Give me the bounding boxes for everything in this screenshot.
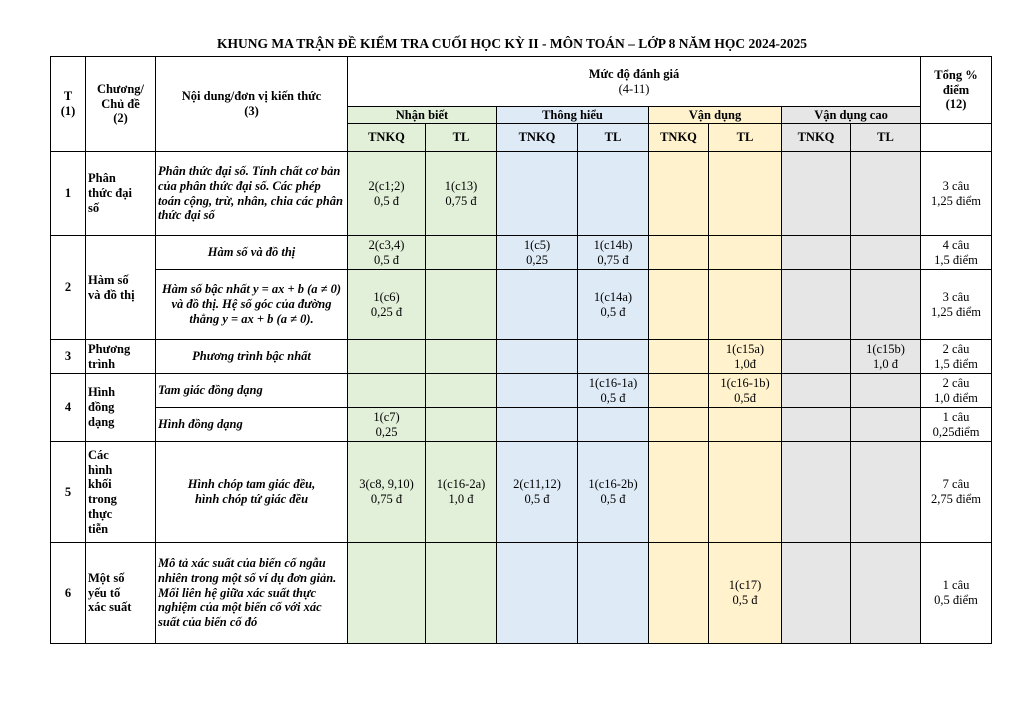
row-chuong: Một số yếu tố xác suất bbox=[86, 543, 156, 644]
cell-tong: 3 câu 1,25 điểm bbox=[921, 152, 992, 236]
cell-vdc-tnkq bbox=[782, 236, 851, 270]
cell-vdc-tl bbox=[851, 442, 921, 543]
cell-vd-tl bbox=[709, 152, 782, 236]
cell-vd-tnkq bbox=[649, 543, 709, 644]
cell-nb-tnkq: 2(c1;2) 0,5 đ bbox=[348, 152, 426, 236]
cell-th-tl bbox=[578, 543, 649, 644]
cell-tong: 3 câu 1,25 điểm bbox=[921, 270, 992, 340]
header-tong: Tổng % điểm (12) bbox=[921, 57, 992, 124]
row-chuong: Hình đồng dạng bbox=[86, 374, 156, 442]
cell-vdc-tnkq bbox=[782, 543, 851, 644]
cell-nb-tnkq: 1(c6) 0,25 đ bbox=[348, 270, 426, 340]
header-sub: TNKQ bbox=[348, 124, 426, 152]
cell-vd-tl: 1(c15a) 1,0đ bbox=[709, 340, 782, 374]
row-stt: 1 bbox=[51, 152, 86, 236]
row-noidung: Phương trình bậc nhất bbox=[156, 340, 348, 374]
header-chuong: Chương/ Chủ đề (2) bbox=[86, 57, 156, 152]
cell-th-tnkq bbox=[497, 374, 578, 408]
cell-vd-tnkq bbox=[649, 270, 709, 340]
page-title: KHUNG MA TRẬN ĐỀ KIỂM TRA CUỐI HỌC KỲ II - MÔN TOÁN – LỚP 8 NĂM HỌC 2024-2025 bbox=[216, 36, 808, 51]
cell-nb-tl bbox=[426, 374, 497, 408]
cell-vdc-tl: 1(c15b) 1,0 đ bbox=[851, 340, 921, 374]
cell-th-tnkq bbox=[497, 270, 578, 340]
row-noidung: Tam giác đồng dạng bbox=[156, 374, 348, 408]
cell-vd-tl: 1(c17) 0,5 đ bbox=[709, 543, 782, 644]
row-chuong: Các hình khối trong thực tiễn bbox=[86, 442, 156, 543]
cell-th-tnkq: 2(c11,12) 0,5 đ bbox=[497, 442, 578, 543]
cell-th-tl bbox=[578, 340, 649, 374]
header-mucdo-title: Mức độ đánh giá bbox=[588, 66, 680, 81]
cell-th-tl bbox=[578, 152, 649, 236]
header-sub: TNKQ bbox=[649, 124, 709, 152]
row-noidung: Hình đồng dạng bbox=[156, 408, 348, 442]
cell-vd-tl bbox=[709, 236, 782, 270]
row-noidung: Hình chóp tam giác đều, hình chóp tứ giác đều bbox=[156, 442, 348, 543]
row-chuong: Phân thức đại số bbox=[86, 152, 156, 236]
header-tong-empty bbox=[921, 124, 992, 152]
header-sub: TL bbox=[578, 124, 649, 152]
cell-tong: 7 câu 2,75 điểm bbox=[921, 442, 992, 543]
header-sub: TL bbox=[426, 124, 497, 152]
cell-th-tnkq bbox=[497, 543, 578, 644]
row-stt: 4 bbox=[51, 374, 86, 442]
cell-vdc-tl bbox=[851, 270, 921, 340]
table-row bbox=[51, 236, 992, 270]
cell-nb-tl bbox=[426, 543, 497, 644]
cell-vd-tl bbox=[709, 270, 782, 340]
header-sub: TL bbox=[709, 124, 782, 152]
cell-vdc-tnkq bbox=[782, 408, 851, 442]
table-row bbox=[51, 374, 992, 408]
cell-vdc-tl bbox=[851, 543, 921, 644]
row-stt: 6 bbox=[51, 543, 86, 644]
row-noidung: Hàm số bậc nhất y = ax + b (a ≠ 0) và đồ thị. Hệ số góc của đường thẳng y = ax + b (a ≠ 0). bbox=[156, 270, 348, 340]
cell-tong: 1 câu 0,25điểm bbox=[921, 408, 992, 442]
cell-th-tl: 1(c14b) 0,75 đ bbox=[578, 236, 649, 270]
cell-nb-tnkq bbox=[348, 340, 426, 374]
row-noidung: Phân thức đại số. Tính chất cơ bản của phân thức đại số. Các phép toán cộng, trừ, nhân, chia các phân thức đại số bbox=[156, 152, 348, 236]
header-stt: T (1) bbox=[51, 57, 86, 152]
table-row bbox=[51, 442, 992, 543]
cell-vd-tl: 1(c16-1b) 0,5đ bbox=[709, 374, 782, 408]
cell-vdc-tl bbox=[851, 408, 921, 442]
cell-vd-tnkq bbox=[649, 408, 709, 442]
cell-nb-tl bbox=[426, 340, 497, 374]
cell-vd-tnkq bbox=[649, 442, 709, 543]
cell-th-tnkq bbox=[497, 408, 578, 442]
table-row bbox=[51, 408, 992, 442]
cell-vdc-tl bbox=[851, 152, 921, 236]
table-row bbox=[51, 152, 992, 236]
header-sub: TNKQ bbox=[497, 124, 578, 152]
cell-vd-tnkq bbox=[649, 236, 709, 270]
header-sub: TL bbox=[851, 124, 921, 152]
cell-nb-tl: 1(c16-2a) 1,0 đ bbox=[426, 442, 497, 543]
row-noidung: Hàm số và đồ thị bbox=[156, 236, 348, 270]
row-stt: 5 bbox=[51, 442, 86, 543]
row-stt: 3 bbox=[51, 340, 86, 374]
cell-vd-tnkq bbox=[649, 374, 709, 408]
table-row bbox=[51, 340, 992, 374]
cell-tong: 1 câu 0,5 điểm bbox=[921, 543, 992, 644]
cell-nb-tl bbox=[426, 236, 497, 270]
cell-vdc-tl bbox=[851, 374, 921, 408]
cell-nb-tnkq bbox=[348, 543, 426, 644]
cell-th-tnkq bbox=[497, 152, 578, 236]
header-noidung: Nội dung/đơn vị kiến thức (3) bbox=[156, 57, 348, 152]
cell-nb-tl bbox=[426, 408, 497, 442]
table-row bbox=[51, 543, 992, 644]
cell-vdc-tl bbox=[851, 236, 921, 270]
cell-nb-tl: 1(c13) 0,75 đ bbox=[426, 152, 497, 236]
cell-vdc-tnkq bbox=[782, 374, 851, 408]
header-mucdo-sub: (4-11) bbox=[618, 81, 650, 96]
header-level-vandung: Vận dụng bbox=[649, 107, 782, 124]
cell-tong: 2 câu 1,0 điểm bbox=[921, 374, 992, 408]
cell-vd-tnkq bbox=[649, 340, 709, 374]
cell-vd-tl bbox=[709, 408, 782, 442]
cell-tong: 4 câu 1,5 điểm bbox=[921, 236, 992, 270]
header-level-nhanbiet: Nhận biết bbox=[348, 107, 497, 124]
cell-vdc-tnkq bbox=[782, 340, 851, 374]
cell-nb-tnkq: 3(c8, 9,10) 0,75 đ bbox=[348, 442, 426, 543]
table-row bbox=[51, 270, 992, 340]
cell-nb-tnkq: 1(c7) 0,25 bbox=[348, 408, 426, 442]
cell-vd-tl bbox=[709, 442, 782, 543]
cell-nb-tnkq: 2(c3,4) 0,5 đ bbox=[348, 236, 426, 270]
row-chuong: Hàm số và đồ thị bbox=[86, 236, 156, 340]
cell-vdc-tnkq bbox=[782, 152, 851, 236]
cell-nb-tnkq bbox=[348, 374, 426, 408]
header-level-vandungcao: Vận dụng cao bbox=[782, 107, 921, 124]
cell-th-tl: 1(c14a) 0,5 đ bbox=[578, 270, 649, 340]
cell-th-tnkq: 1(c5) 0,25 bbox=[497, 236, 578, 270]
cell-vdc-tnkq bbox=[782, 270, 851, 340]
cell-nb-tl bbox=[426, 270, 497, 340]
header-sub: TNKQ bbox=[782, 124, 851, 152]
row-chuong: Phương trình bbox=[86, 340, 156, 374]
cell-th-tnkq bbox=[497, 340, 578, 374]
cell-tong: 2 câu 1,5 điểm bbox=[921, 340, 992, 374]
cell-th-tl: 1(c16-1a) 0,5 đ bbox=[578, 374, 649, 408]
matrix-table bbox=[50, 56, 992, 644]
cell-th-tl: 1(c16-2b) 0,5 đ bbox=[578, 442, 649, 543]
row-noidung: Mô tả xác suất của biến cố ngẫu nhiên trong một số ví dụ đơn giản. Mối liên hệ giữa xác suất thực nghiệm của một biến cố với xác suất của biến cố đó bbox=[156, 543, 348, 644]
row-stt: 2 bbox=[51, 236, 86, 340]
header-level-thonghieu: Thông hiểu bbox=[497, 107, 649, 124]
header-mucdo bbox=[348, 57, 921, 107]
cell-vd-tnkq bbox=[649, 152, 709, 236]
cell-vdc-tnkq bbox=[782, 442, 851, 543]
cell-th-tl bbox=[578, 408, 649, 442]
